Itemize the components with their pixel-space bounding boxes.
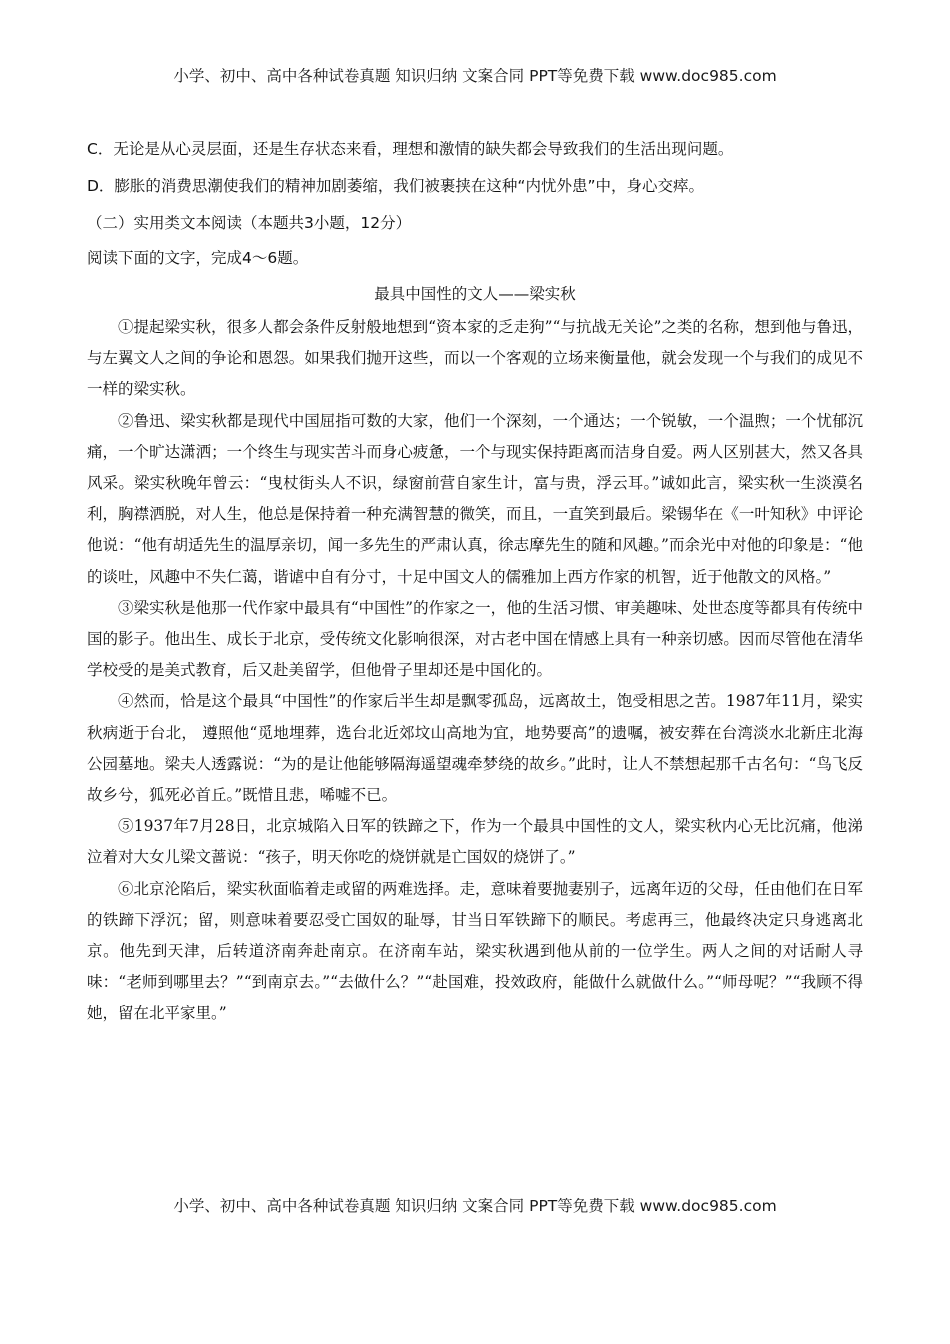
- page-header-banner: 小学、初中、高中各种试卷真题 知识归纳 文案合同 PPT等免费下载 www.doc985.com: [173, 67, 777, 85]
- article-title: 最具中国性的文人——梁实秋: [374, 285, 576, 303]
- article-paragraph-4: ④然而，恰是这个最具“中国性”的作家后半生却是飘零孤岛，远离故土，饱受相思之苦。1987年11月，梁实秋病逝于台北， 遵照他“觅地埋葬，选台北近郊坟山高地为宜，地势要高”的遗嘱，被安葬在台湾淡水北新庄北海公园墓地。梁夫人透露说：“为的是让他能够隔海遥望魂牵梦绕的故乡。”此时，让人不禁想起那千古名句：“鸟飞反故乡兮，狐死必首丘。”既惜且悲，唏嘘不已。: [87, 692, 863, 805]
- article-paragraph-1: ①提起梁实秋，很多人都会条件反射般地想到“资本家的乏走狗”“与抗战无关论”之类的名称，想到他与鲁迅，与左翼文人之间的争论和恩怨。如果我们抛开这些，而以一个客观的立场来衡量他，就会发现一个与我们的成见不一样的梁实秋。: [87, 318, 863, 399]
- article-paragraph-2: ②鲁迅、梁实秋都是现代中国屈指可数的大家，他们一个深刻，一个通达；一个锐敏，一个温煦；一个忧郁沉痛，一个旷达潇洒；一个终生与现实苦斗而身心疲惫，一个与现实保持距离而洁身自爱。两人区别甚大，然又各具风采。梁实秋晚年曾云：“曳杖街头人不识，绿窗前营自家生计，富与贵，浮云耳。”诚如此言，梁实秋一生淡漠名利，胸襟洒脱，对人生，他总是保持着一种充满智慧的微笑，而且，一直笑到最后。梁锡华在《一叶知秋》中评论他说：“他有胡适先生的温厚亲切，闻一多先生的严肃认真，徐志摩先生的随和风趣。”而余光中对他的印象是：“他的谈吐，风趣中不失仁蔼，谐谑中自有分寸，十足中国文人的儒雅加上西方作家的机智，近于他散文的风格。”: [87, 411, 863, 586]
- section-heading: （二）实用类文本阅读（本题共3小题，12分）: [87, 214, 412, 232]
- article-paragraph-3: ③梁实秋是他那一代作家中最具有“中国性”的作家之一，他的生活习惯、审美趣味、处世态度等都具有传统中国的影子。他出生、成长于北京，受传统文化影响很深，对古老中国在情感上具有一种亲切感。因而尽管他在清华学校受的是美式教育，后又赴美留学，但他骨子里却还是中国化的。: [87, 598, 863, 680]
- reading-instruction: 阅读下面的文字，完成4～6题。: [87, 249, 309, 267]
- article-paragraph-6: ⑥北京沦陷后，梁实秋面临着走或留的两难选择。走，意味着要抛妻别子，远离年迈的父母，任由他们在日军的铁蹄下浮沉；留，则意味着要忍受亡国奴的耻辱，甘当日军铁蹄下的顺民。考虑再三，他最终决定只身逃离北京。他先到天津，后转道济南奔赴南京。在济南车站，梁实秋遇到他从前的一位学生。两人之间的对话耐人寻味：“老师到哪里去？”“到南京去。”“去做什么？”“赴国难，投效政府，能做什么就做什么。”“师母呢？”“我顾不得她，留在北平家里。”: [87, 879, 863, 1023]
- article-body: [87, 312, 863, 1030]
- option-d: D．膨胀的消费思潮使我们的精神加剧萎缩，我们被裹挟在这种“内忧外患”中，身心交瘁。: [87, 177, 704, 195]
- page-footer-banner: 小学、初中、高中各种试卷真题 知识归纳 文案合同 PPT等免费下载 www.doc985.com: [173, 1197, 777, 1215]
- article-paragraph-5: ⑤1937年7月28日，北京城陷入日军的铁蹄之下，作为一个最具中国性的文人，梁实秋内心无比沉痛，他涕泣着对大女儿梁文蔷说：“孩子，明天你吃的烧饼就是亡国奴的烧饼了。”: [87, 817, 863, 867]
- option-c: C．无论是从心灵层面，还是生存状态来看，理想和激情的缺失都会导致我们的生活出现问题。: [87, 140, 734, 158]
